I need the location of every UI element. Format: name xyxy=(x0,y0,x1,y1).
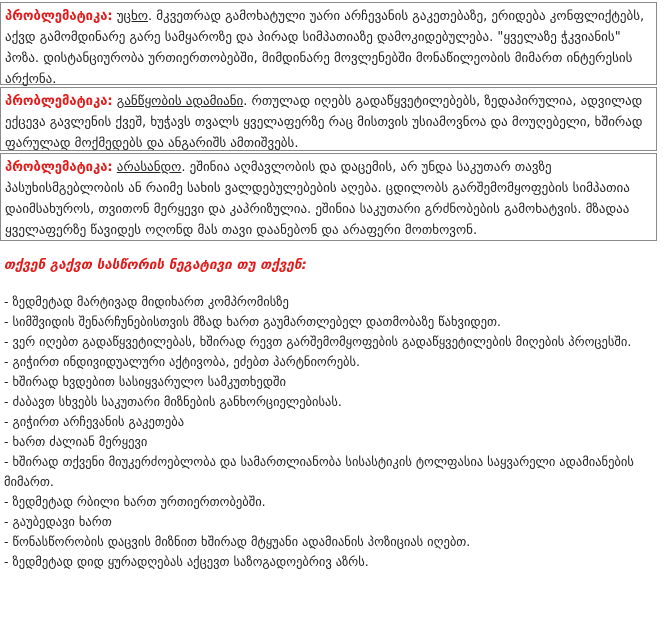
trait-name: არასანდო xyxy=(116,160,182,175)
list-item: - ზედმეტად რბილი ხართ ურთიერთობებში. xyxy=(4,494,266,509)
problem-block-3 xyxy=(0,153,657,241)
list-item: - ზედმეტად მარტივად მიდიხართ კომპრომისზე xyxy=(4,294,289,309)
list-item: - ხშირად თქვენი მიუკერძოებლობა და სამართლიანობა სისასტიკის ტოლფასია საყვარელი ადამიანების მიმართ. xyxy=(4,454,634,489)
list-item: - სიმშვიდის შენარჩუნებისთვის მზად ხართ გაუმართლებელ დათმობაზე წახვიდეთ. xyxy=(4,314,501,329)
list-item: - ვერ იღებთ გადაწყვეტილებას, ხშირად რევთ გარშემომყოფების გადაწყვეტილების მიღების პროცესში. xyxy=(4,334,632,349)
section-heading: თქვენ გაქვთ სასწორის ნეგატივი თუ თქვენ: xyxy=(4,257,307,273)
list-item: - ხშირად ხვდებით სასიყვარულო სამკუთხედში xyxy=(4,374,286,389)
trait-name: უცხო xyxy=(116,9,148,24)
list-item: - ძაბავთ სხვებს საკუთარი მიზნების განხორციელებისას. xyxy=(4,394,342,409)
problem-label: პრობლემატიკა: xyxy=(5,94,113,109)
problem-text: . ეშინია აღმავლობის და დაცემის, არ უნდა საკუთარ თავზე პასუხისმგებლობის ან რაიმე სახის ვალდებულებების აღება. ცდილობს გარშემომყოფების სიმპათია დაიმსახუროს, თვითონ მერყევი და კაპრიზულია. ეშინია საკუთარი გრძნობების გამოხატვის. მზადაა ყველაფერზე წავიდეს ოღონდ მას თავი დაანებონ და არაფერი მოთხოვონ. xyxy=(5,160,630,238)
list-item: - წონასწორობის დაცვის მიზნით ხშირად მტყუანი ადამიანის პოზიციას იღებთ. xyxy=(4,534,471,549)
list-item: - ხართ ძალიან მერყევი xyxy=(4,434,148,449)
trait-name: განწყობის ადამიანი xyxy=(116,94,244,109)
list-item: - გიჭირთ არჩევანის გაკეთება xyxy=(4,414,185,429)
list-item: - გიჭირთ ინდივიდუალური აქტივობა, ეძებთ პარტნიორებს. xyxy=(4,354,361,369)
problem-block-2 xyxy=(0,87,657,151)
list-item: - გაუბედავი ხართ xyxy=(4,514,112,529)
problem-label: პრობლემატიკა: xyxy=(5,9,113,24)
problem-block-1 xyxy=(0,2,657,85)
problem-text: . მკვეთრად გამოხატული უარი არჩევანის გაკეთებაზე, ერიდება კონფლიქტებს, აქვდ გამომდინარე გარე სამყაროზე და პირად სიმპათიაზე დამოკიდებულება. "ყველაზე ჭკვიანის" პოზა. დისტანციურობა ურთიერთობებში, მიმდინარე მოვლენებში მონაწილეობის მიმართ ინტერესის არქონა. xyxy=(5,9,645,87)
problem-label: პრობლემატიკა: xyxy=(5,160,113,175)
negative-traits-list xyxy=(4,292,664,572)
list-item: - ზედმეტად დიდ ყურადღებას აქცევთ საზოგადოებრივ აზრს. xyxy=(4,554,369,569)
problem-text: . რთულად იღებს გადაწყვეტილებებს, ზედაპირულია, ადვილად ექცევა გავლენის ქვეშ, ხუჭავს თვალს ყველაფერზე რაც მისთვის უსიამოვნოა და მოუღებელი, ხშირად ფარულად მოქმედებს და ანგარიშს ამთიშვებს. xyxy=(5,94,643,151)
